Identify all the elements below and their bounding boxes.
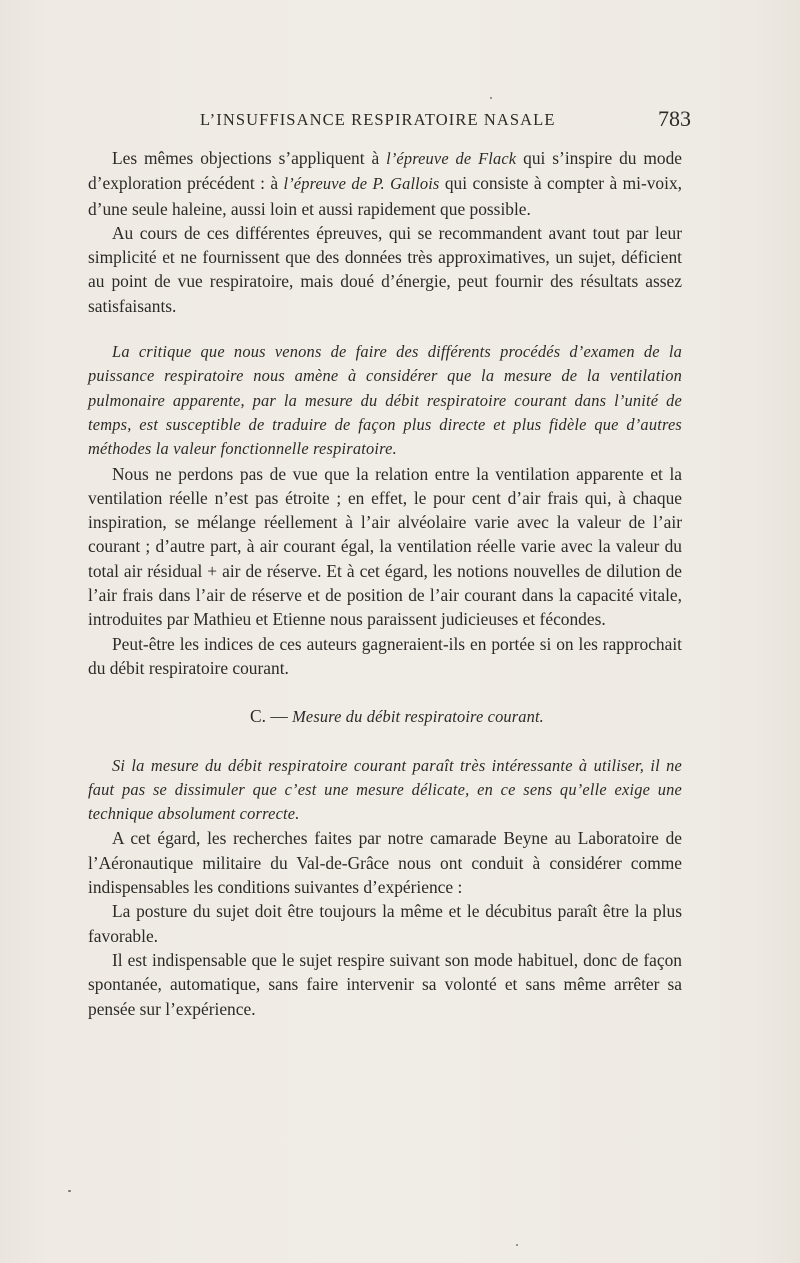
section-gap: [88, 730, 682, 754]
section-gap: [88, 680, 682, 704]
section-title: Mesure du débit respiratoire courant.: [292, 707, 544, 727]
ink-speck: [68, 1190, 71, 1192]
section-heading: [88, 704, 682, 729]
paragraph-conditions: A cet égard, les recherches faites par notre camarade Beyne au Laboratoire de l’Aéronautique militaire du Val-de-Grâce nous ont conduit à considérer comme indispensables les conditions suivantes d’expérience :: [88, 828, 682, 898]
paragraph-differentes-epreuves: Au cours de ces différentes épreuves, qui se recommandent avant tout par leur simplicité et ne fournissent que des données très approximatives, un sujet, déficient au point de vue respiratoire, mais doué d’énergie, peut fournir des résultats assez satisfaisants.: [88, 222, 682, 316]
paragraph-gap: [88, 318, 682, 340]
paragraph-posture: La posture du sujet doit être toujours la même et le décubitus paraît être la plus favorable.: [88, 901, 682, 946]
ink-speck: [490, 97, 492, 99]
running-title: L’INSUFFISANCE RESPIRATOIRE NASALE: [200, 110, 556, 129]
italic-run: l’épreuve de P. Gallois: [283, 174, 440, 194]
italic-run: l’épreuve de Flack: [386, 149, 517, 168]
paragraph-mesure-delicate: Si la mesure du débit respiratoire courant paraît très intéressante à utiliser, il ne faut pas se dissimuler que c’est une mesure délicate, en ce sens qu’elle exige une technique absolument correcte.: [88, 755, 682, 824]
paragraph-epreuves: [88, 146, 682, 221]
ink-speck: [516, 1244, 518, 1246]
paragraph-respiration: Il est indispensable que le sujet respire suivant son mode habituel, donc de façon spontanée, automatique, sans faire intervenir sa volonté et sans même arrêter sa pensée sur l’expérience.: [88, 949, 682, 1019]
page-number: 783: [658, 106, 691, 131]
paragraph-ventilation: Nous ne perdons pas de vue que la relation entre la ventilation apparente et la ventilation réelle n’est pas étroite ; en effet, le pour cent d’air frais qui, à chaque inspiration, se mélange réellement à l’air alvéolaire varie avec la valeur de l’air courant ; d’autre part, à air courant égal, la ventilation réelle varie avec la valeur du total air résidual + air de réserve. Et à cet égard, les notions nouvelles de dilution de l’air frais dans l’air de réserve et de position de l’air courant dans la capacité vitale, introduites par Mathieu et Etienne nous paraissent judicieuses et fécondes.: [88, 463, 682, 630]
paragraph-critique: La critique que nous venons de faire des différents procédés d’examen de la puissance respiratoire nous amène à considérer que la mesure de la ventilation pulmonaire apparente, par la mesure du débit respiratoire courant dans l’unité de temps, est susceptible de traduire de façon plus directe et plus fidèle que d’autres méthodes la valeur fonctionnelle respiratoire.: [88, 342, 682, 459]
text-run: qui s’inspire du mode d’exploration précédent : à: [88, 148, 683, 194]
text-run: Les mêmes objections s’appliquent à: [112, 148, 387, 168]
paragraph-indices: Peut-être les indices de ces auteurs gagneraient-ils en portée si on les rapprochait du débit respiratoire courant.: [88, 633, 682, 678]
text-run: qui consiste à compter à mi-voix, d’une seule haleine, aussi loin et aussi rapidement que possible.: [88, 173, 683, 219]
section-number: C. —: [250, 706, 293, 727]
body-text: [88, 146, 682, 1021]
running-head: [88, 106, 788, 134]
